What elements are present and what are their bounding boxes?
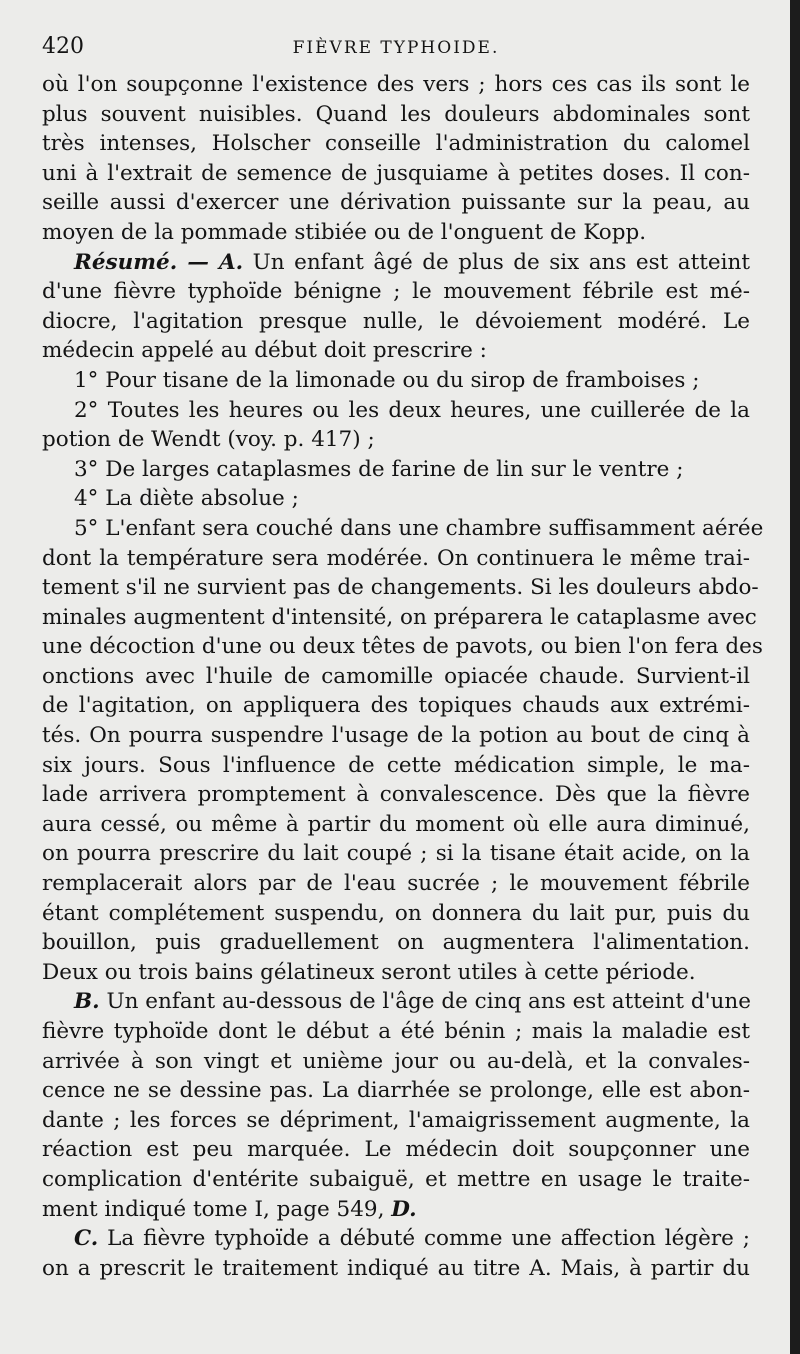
body-text [42, 70, 764, 1283]
line-text: une décoction d'une ou deux têtes de pavots, ou bien l'on fera des [42, 634, 763, 660]
line-text: ment indiqué tome I, page 549, [42, 1196, 392, 1222]
line-text: tement s'il ne survient pas de changements. Si les douleurs abdo- [42, 575, 759, 601]
text-line [42, 218, 750, 248]
text-line [42, 899, 750, 929]
text-line [42, 839, 750, 869]
text-line [42, 544, 750, 574]
line-text: où l'on soupçonne l'existence des vers ; hors ces cas ils sont le [42, 72, 750, 97]
line-text: médecin appelé au début doit prescrire : [42, 338, 487, 364]
text-line [42, 159, 750, 189]
text-line [42, 573, 759, 603]
section-lead: Résumé. — A. [74, 249, 244, 275]
line-text: étant complétement suspendu, on donnera du lait pur, puis du [42, 900, 750, 926]
text-line [42, 1135, 750, 1165]
line-text: on pourra prescrire du lait coupé ; si la tisane était acide, on la [42, 841, 750, 867]
text-line [42, 1254, 750, 1284]
line-text: dont la température sera modérée. On continuera le même trai- [42, 545, 750, 571]
text-line [42, 455, 750, 485]
text-line [42, 928, 750, 958]
text-line [42, 129, 750, 159]
line-text: seille aussi d'exercer une dérivation puissante sur la peau, au [42, 190, 750, 216]
text-line [42, 691, 750, 721]
text-line [42, 1165, 750, 1195]
line-text: plus souvent nuisibles. Quand les douleurs abdominales sont [42, 101, 750, 127]
text-line [42, 1224, 750, 1254]
section-lead: C. [74, 1226, 99, 1252]
text-line [42, 662, 750, 692]
text-line [42, 514, 764, 544]
line-text: réaction est peu marquée. Le médecin doit soupçonner une [42, 1137, 750, 1163]
text-line [42, 366, 750, 396]
page-header [42, 30, 750, 70]
text-line [42, 100, 750, 130]
line-text: six jours. Sous l'influence de cette médication simple, le ma- [42, 752, 750, 778]
text-line [42, 958, 750, 988]
text-line [42, 188, 750, 218]
section-reference: D. [391, 1196, 417, 1222]
text-line [42, 1047, 750, 1077]
text-line [42, 810, 750, 840]
text-line [42, 987, 750, 1017]
line-text: Deux ou trois bains gélatineux seront utiles à cette période. [42, 959, 696, 985]
line-text: remplacerait alors par de l'eau sucrée ; le mouvement fébrile [42, 871, 750, 897]
line-text: potion de Wendt (voy. p. 417) ; [42, 427, 375, 453]
line-text: complication d'entérite subaiguë, et mettre en usage le traite- [42, 1166, 750, 1192]
line-text: arrivée à son vingt et unième jour ou au-delà, et la convales- [42, 1048, 750, 1074]
text-line [42, 484, 750, 514]
line-text: 2° Toutes les heures ou les deux heures, une cuillerée de la [74, 397, 750, 423]
line-text: on a prescrit le traitement indiqué au titre A. Mais, à partir du [42, 1255, 750, 1281]
text-line [42, 307, 750, 337]
line-text: d'une fièvre typhoïde bénigne ; le mouvement fébrile est mé- [42, 279, 750, 305]
line-text: moyen de la pommade stibiée ou de l'onguent de Kopp. [42, 219, 647, 245]
line-text: 3° De larges cataplasmes de farine de lin sur le ventre ; [74, 456, 684, 482]
line-text: minales augmentent d'intensité, on préparera le cataplasme avec [42, 604, 757, 630]
line-text: 5° L'enfant sera couché dans une chambre suffisamment aérée [74, 515, 764, 541]
line-text: La fièvre typhoïde a débuté comme une affection légère ; [98, 1226, 750, 1252]
text-line [42, 780, 750, 810]
line-text: lade arrivera promptement à convalescence. Dès que la fièvre [42, 782, 750, 808]
line-text: cence ne se dessine pas. La diarrhée se prolonge, elle est abon- [42, 1078, 750, 1104]
line-text: onctions avec l'huile de camomille opiacée chaude. Survient-il [42, 663, 750, 689]
line-text: très intenses, Holscher conseille l'administration du calomel [42, 131, 750, 157]
line-text: tés. On pourra suspendre l'usage de la potion au bout de cinq à [42, 723, 750, 749]
text-line [42, 751, 750, 781]
running-title: FIÈVRE TYPHOIDE. [292, 38, 500, 58]
line-text: fièvre typhoïde dont le début a été bénin ; mais la maladie est [42, 1019, 750, 1044]
text-line [42, 869, 750, 899]
text-line [42, 248, 750, 278]
text-line [42, 1106, 750, 1136]
text-line [42, 425, 750, 455]
line-text: Un enfant au-dessous de l'âge de cinq ans est atteint d'une [99, 989, 751, 1015]
line-text: bouillon, puis graduellement on augmentera l'alimentation. [42, 930, 750, 956]
line-text: 1° Pour tisane de la limonade ou du sirop de framboises ; [74, 367, 700, 393]
text-line [42, 1017, 750, 1047]
text-line [42, 603, 757, 633]
section-lead: B. [74, 989, 100, 1015]
line-text: 4° La diète absolue ; [74, 486, 299, 512]
text-line [42, 336, 750, 366]
line-text: Un enfant âgé de plus de six ans est atteint [243, 249, 750, 275]
text-line [42, 1195, 750, 1225]
text-line [42, 396, 750, 426]
page-number: 420 [42, 34, 84, 59]
text-line [42, 632, 763, 662]
line-text: dante ; les forces se dépriment, l'amaigrissement augmente, la [42, 1107, 750, 1133]
line-text: aura cessé, ou même à partir du moment où elle aura diminué, [42, 811, 750, 837]
text-line [42, 277, 750, 307]
text-line [42, 721, 750, 751]
line-text: uni à l'extrait de semence de jusquiame à petites doses. Il con- [42, 160, 750, 186]
text-line [42, 70, 750, 100]
line-text: de l'agitation, on appliquera des topiques chauds aux extrémi- [42, 693, 750, 719]
line-text: diocre, l'agitation presque nulle, le dévoiement modéré. Le [42, 308, 750, 334]
text-line [42, 1076, 750, 1106]
